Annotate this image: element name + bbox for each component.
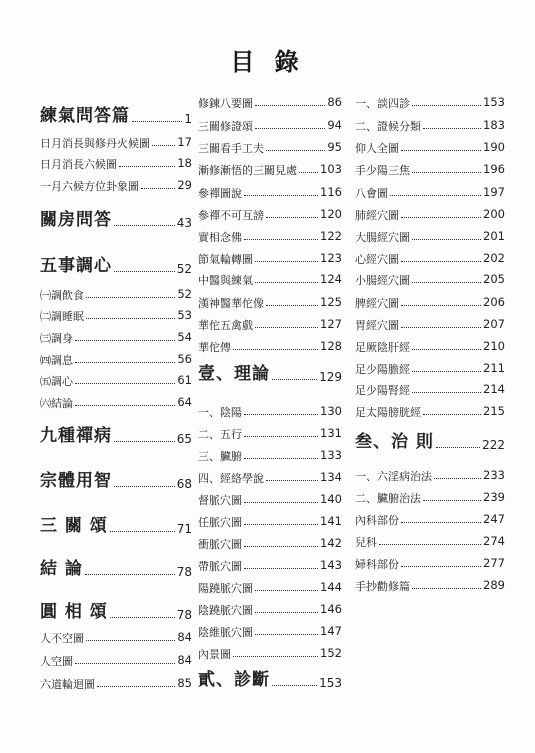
page-number: 123 xyxy=(320,251,342,265)
toc-entry xyxy=(40,353,192,367)
toc-section-entry xyxy=(40,210,192,230)
page-number: 214 xyxy=(483,382,505,396)
entry-title: 叁、治 則 xyxy=(355,432,434,452)
toc-entry xyxy=(198,340,342,354)
dot-leader xyxy=(75,663,175,664)
entry-title: ㈡調睡眠 xyxy=(40,309,84,323)
entry-title: 日月消長與修丹火候圖 xyxy=(40,136,150,150)
entry-title: 帶脈穴圖 xyxy=(198,559,242,573)
dot-leader xyxy=(114,486,175,487)
entry-title: 貳、診斷 xyxy=(198,670,270,690)
entry-title: 脾經穴圖 xyxy=(355,296,399,310)
page-number: 201 xyxy=(483,229,505,243)
entry-title: 內景圖 xyxy=(198,647,231,661)
page-number: 18 xyxy=(177,156,192,170)
toc-entry xyxy=(355,405,505,419)
entry-title: 任脈穴圖 xyxy=(198,515,242,529)
toc-entry xyxy=(198,471,342,485)
page-number: 289 xyxy=(483,578,505,592)
dot-leader xyxy=(401,327,481,328)
toc-section-entry xyxy=(40,602,192,622)
toc-entry xyxy=(198,296,342,310)
page-number: 152 xyxy=(320,646,342,660)
toc-entry xyxy=(40,396,192,410)
toc-entry xyxy=(355,208,505,222)
entry-title: ㈥結論 xyxy=(40,396,73,410)
entry-title: 三關看手工夫 xyxy=(198,141,264,155)
entry-title: 九種禪病 xyxy=(40,426,112,446)
dot-leader xyxy=(434,478,481,479)
toc-entry xyxy=(198,581,342,595)
dot-leader xyxy=(401,566,481,567)
page-number: 120 xyxy=(320,207,342,221)
entry-title: 中醫與練氣 xyxy=(198,273,253,287)
dot-leader xyxy=(266,305,318,306)
toc-entry xyxy=(355,163,505,177)
page-number: 190 xyxy=(483,140,505,154)
entry-title: ㈣調息 xyxy=(40,353,73,367)
entry-title: 足厥陰肝經 xyxy=(355,340,410,354)
entry-title: 手抄勸修篇 xyxy=(355,579,410,593)
entry-title: 練氣問答篇 xyxy=(40,106,130,126)
entry-title: 肺經穴圖 xyxy=(355,208,399,222)
entry-title: 仰人全圖 xyxy=(355,141,399,155)
page-number: 124 xyxy=(320,272,342,286)
toc-entry xyxy=(198,163,342,177)
dot-leader xyxy=(401,261,481,262)
dot-leader xyxy=(86,640,175,641)
toc-entry xyxy=(40,157,192,171)
dot-leader xyxy=(75,340,175,341)
dot-leader xyxy=(86,297,175,298)
page-number: 64 xyxy=(177,395,192,409)
dot-leader xyxy=(244,195,318,196)
entry-title: 修鍊八要圖 xyxy=(198,96,253,110)
page-number: 141 xyxy=(320,514,342,528)
page-number: 61 xyxy=(177,373,192,387)
page-number: 206 xyxy=(483,295,505,309)
toc-entry xyxy=(40,374,192,388)
toc-entry xyxy=(40,631,192,645)
page-number: 202 xyxy=(483,251,505,265)
page-number: 94 xyxy=(327,118,342,132)
dot-leader xyxy=(119,166,175,167)
page-number: 153 xyxy=(483,95,505,109)
page-number: 153 xyxy=(319,676,342,690)
toc-entry xyxy=(355,318,505,332)
entry-title: 人不空圖 xyxy=(40,631,84,645)
entry-title: 漢神醫華佗像 xyxy=(198,296,264,310)
dot-leader xyxy=(266,480,318,481)
page-number: 56 xyxy=(177,352,192,366)
page-number: 43 xyxy=(176,216,192,230)
toc-entry xyxy=(198,186,342,200)
entry-title: 三 關 頌 xyxy=(40,516,108,536)
toc-entry xyxy=(198,515,342,529)
page-number: 84 xyxy=(177,653,192,667)
page-number: 52 xyxy=(176,262,192,276)
page-number: 65 xyxy=(176,432,192,446)
dot-leader xyxy=(401,522,481,523)
toc-section-entry xyxy=(40,106,192,126)
page-number: 52 xyxy=(177,287,192,301)
toc-entry xyxy=(355,383,505,397)
toc-entry xyxy=(355,273,505,287)
dot-leader xyxy=(114,225,175,226)
toc-entry xyxy=(198,559,342,573)
toc-section-entry xyxy=(40,471,192,491)
page-number: 134 xyxy=(320,470,342,484)
dot-leader xyxy=(272,685,317,686)
dot-leader xyxy=(412,282,481,283)
dot-leader xyxy=(152,145,175,146)
toc-entry xyxy=(198,273,342,287)
dot-leader xyxy=(401,305,481,306)
entry-title: 參禪不可互謗 xyxy=(198,208,264,222)
dot-leader xyxy=(412,105,481,106)
toc-entry xyxy=(355,96,505,110)
page-number: 103 xyxy=(320,162,342,176)
dot-leader xyxy=(390,195,481,196)
entry-title: 壹、理論 xyxy=(198,364,270,384)
entry-title: 兒科 xyxy=(355,535,377,549)
dot-leader xyxy=(132,121,182,122)
dot-leader xyxy=(255,105,325,106)
page-number: 129 xyxy=(319,370,342,384)
page-number: 207 xyxy=(483,317,505,331)
toc-entry xyxy=(40,654,192,668)
entry-title: 人空圖 xyxy=(40,654,73,668)
dot-leader xyxy=(110,531,175,532)
toc-entry xyxy=(40,331,192,345)
entry-title: 足少陽膽經 xyxy=(355,362,410,376)
toc-entry xyxy=(355,119,505,133)
entry-title: 八會圖 xyxy=(355,186,388,200)
page-number: 210 xyxy=(483,339,505,353)
entry-title: 華佗傳 xyxy=(198,340,231,354)
entry-title: 宗體用智 xyxy=(40,471,112,491)
toc-entry xyxy=(40,677,192,691)
page-number: 1 xyxy=(184,112,192,126)
entry-title: ㈤調心 xyxy=(40,374,73,388)
entry-title: 六道輪迴圖 xyxy=(40,677,95,691)
toc-entry xyxy=(355,296,505,310)
toc-entry xyxy=(355,252,505,266)
toc-entry xyxy=(198,119,342,133)
page-number: 17 xyxy=(177,135,192,149)
entry-title: 關房問答 xyxy=(40,210,112,230)
page-number: 142 xyxy=(320,536,342,550)
toc-entry xyxy=(198,208,342,222)
page-number: 128 xyxy=(320,339,342,353)
toc-section-entry xyxy=(198,670,342,690)
toc-section-entry xyxy=(40,256,192,276)
page-number: 84 xyxy=(177,630,192,644)
entry-title: 胃經穴圖 xyxy=(355,318,399,332)
entry-title: 節氣輪轉圖 xyxy=(198,252,253,266)
dot-leader xyxy=(244,568,318,569)
page-number: 140 xyxy=(320,492,342,506)
dot-leader xyxy=(244,546,318,547)
page-number: 71 xyxy=(176,522,192,536)
page-number: 197 xyxy=(483,185,505,199)
entry-title: 大腸經穴圖 xyxy=(355,230,410,244)
page-number: 68 xyxy=(176,477,192,491)
entry-title: 一、六淫病治法 xyxy=(355,469,432,483)
entry-title: 實相念佛 xyxy=(198,230,242,244)
page-number: 277 xyxy=(483,556,505,570)
dot-leader xyxy=(233,349,318,350)
toc-entry xyxy=(355,230,505,244)
page-number: 85 xyxy=(177,676,192,690)
dot-leader xyxy=(141,188,175,189)
dot-leader xyxy=(110,617,175,618)
dot-leader xyxy=(244,239,318,240)
dot-leader xyxy=(244,524,318,525)
dot-leader xyxy=(423,500,481,501)
entry-title: 心經穴圖 xyxy=(355,252,399,266)
dot-leader xyxy=(244,502,318,503)
dot-leader xyxy=(379,544,481,545)
page-number: 78 xyxy=(176,565,192,579)
entry-title: 足太陽膀胱經 xyxy=(355,405,421,419)
entry-title: 四、經絡學說 xyxy=(198,471,264,485)
toc-entry xyxy=(198,537,342,551)
entry-title: 小腸經穴圖 xyxy=(355,273,410,287)
entry-title: 督脈穴圖 xyxy=(198,493,242,507)
toc-entry xyxy=(355,557,505,571)
dot-leader xyxy=(244,458,318,459)
entry-title: 五事調心 xyxy=(40,256,112,276)
dot-leader xyxy=(255,261,318,262)
entry-title: 一、談四診 xyxy=(355,96,410,110)
entry-title: 衝脈穴圖 xyxy=(198,537,242,551)
toc-entry xyxy=(355,579,505,593)
entry-title: 內科部份 xyxy=(355,513,399,527)
dot-leader xyxy=(75,405,175,406)
dot-leader xyxy=(255,634,318,635)
entry-title: 三關修證頌 xyxy=(198,119,253,133)
toc-entry xyxy=(198,96,342,110)
entry-title: 一、陰陽 xyxy=(198,405,242,419)
toc-entry xyxy=(40,136,192,150)
dot-leader xyxy=(412,588,481,589)
dot-leader xyxy=(436,447,480,448)
toc-entry xyxy=(40,309,192,323)
page-number: 122 xyxy=(320,229,342,243)
page-number: 143 xyxy=(320,558,342,572)
dot-leader xyxy=(85,574,175,575)
dot-leader xyxy=(412,349,481,350)
toc-entry xyxy=(198,449,342,463)
page-number: 53 xyxy=(177,308,192,322)
page-number: 196 xyxy=(483,162,505,176)
dot-leader xyxy=(412,239,481,240)
toc-entry xyxy=(355,340,505,354)
entry-title: 結 論 xyxy=(40,559,83,579)
page-number: 78 xyxy=(176,608,192,622)
dot-leader xyxy=(114,271,175,272)
toc-entry xyxy=(355,469,505,483)
dot-leader xyxy=(423,414,481,415)
page-number: 127 xyxy=(320,317,342,331)
entry-title: 日月消長六候圖 xyxy=(40,157,117,171)
dot-leader xyxy=(401,217,481,218)
toc-entry xyxy=(198,427,342,441)
dot-leader xyxy=(255,590,318,591)
toc-entry xyxy=(355,362,505,376)
toc-entry xyxy=(355,491,505,505)
entry-title: 三、臟腑 xyxy=(198,449,242,463)
dot-leader xyxy=(266,217,318,218)
dot-leader xyxy=(272,379,317,380)
toc-section-entry xyxy=(40,426,192,446)
toc-entry xyxy=(198,318,342,332)
toc-entry xyxy=(198,625,342,639)
page-number: 86 xyxy=(327,95,342,109)
page-title: 目 錄 xyxy=(230,48,305,76)
page-number: 29 xyxy=(177,178,192,192)
dot-leader xyxy=(266,150,325,151)
page-number: 239 xyxy=(483,490,505,504)
dot-leader xyxy=(255,612,318,613)
toc-section-entry xyxy=(198,364,342,384)
dot-leader xyxy=(233,656,318,657)
entry-title: 漸修漸悟的三關見處 xyxy=(198,163,297,177)
page-number: 54 xyxy=(177,330,192,344)
page-number: 146 xyxy=(320,602,342,616)
dot-leader xyxy=(244,436,318,437)
toc-section-entry xyxy=(40,516,192,536)
dot-leader xyxy=(412,371,481,372)
entry-title: 陰蹺脈穴圖 xyxy=(198,603,253,617)
entry-title: 二、證候分類 xyxy=(355,119,421,133)
dot-leader xyxy=(114,441,175,442)
toc-entry xyxy=(40,288,192,302)
dot-leader xyxy=(86,318,175,319)
entry-title: 足少陽腎經 xyxy=(355,383,410,397)
toc-entry xyxy=(198,141,342,155)
entry-title: ㈠調飲食 xyxy=(40,288,84,302)
dot-leader xyxy=(255,327,318,328)
toc-entry xyxy=(198,405,342,419)
page-number: 147 xyxy=(320,624,342,638)
page-number: 233 xyxy=(483,468,505,482)
entry-title: ㈢調身 xyxy=(40,331,73,345)
toc-section-entry xyxy=(40,559,192,579)
page-number: 130 xyxy=(320,404,342,418)
entry-title: 一月六候方位卦象圖 xyxy=(40,179,139,193)
dot-leader xyxy=(412,172,481,173)
page-number: 200 xyxy=(483,207,505,221)
toc-entry xyxy=(355,513,505,527)
toc-entry xyxy=(198,603,342,617)
entry-title: 二、五行 xyxy=(198,427,242,441)
page-number: 205 xyxy=(483,272,505,286)
page-number: 215 xyxy=(483,404,505,418)
page-number: 183 xyxy=(483,118,505,132)
entry-title: 參禪圖說 xyxy=(198,186,242,200)
dot-leader xyxy=(244,414,318,415)
page-number: 116 xyxy=(320,185,342,199)
page-number: 131 xyxy=(320,426,342,440)
page-number: 222 xyxy=(482,438,505,452)
entry-title: 婦科部份 xyxy=(355,557,399,571)
page-number: 133 xyxy=(320,448,342,462)
entry-title: 二、臟腑治法 xyxy=(355,491,421,505)
toc-section-entry xyxy=(355,432,505,452)
toc-entry xyxy=(198,252,342,266)
toc-entry xyxy=(355,141,505,155)
dot-leader xyxy=(75,383,175,384)
page-number: 144 xyxy=(320,580,342,594)
toc-entry xyxy=(355,535,505,549)
page-number: 125 xyxy=(320,295,342,309)
entry-title: 圓 相 頌 xyxy=(40,602,108,622)
toc-entry xyxy=(198,230,342,244)
toc-entry xyxy=(355,186,505,200)
page-number: 211 xyxy=(483,361,505,375)
entry-title: 陽蹺脈穴圖 xyxy=(198,581,253,595)
page-number: 247 xyxy=(483,512,505,526)
dot-leader xyxy=(401,150,481,151)
dot-leader xyxy=(75,362,175,363)
toc-entry xyxy=(40,179,192,193)
entry-title: 陰維脈穴圖 xyxy=(198,625,253,639)
dot-leader xyxy=(423,128,481,129)
entry-title: 華佗五禽戲 xyxy=(198,318,253,332)
toc-entry xyxy=(198,493,342,507)
dot-leader xyxy=(255,282,318,283)
dot-leader xyxy=(255,128,325,129)
dot-leader xyxy=(299,172,318,173)
toc-entry xyxy=(198,647,342,661)
page-number: 95 xyxy=(327,140,342,154)
entry-title: 手少陽三焦 xyxy=(355,163,410,177)
page-number: 274 xyxy=(483,534,505,548)
dot-leader xyxy=(97,686,175,687)
dot-leader xyxy=(412,392,481,393)
